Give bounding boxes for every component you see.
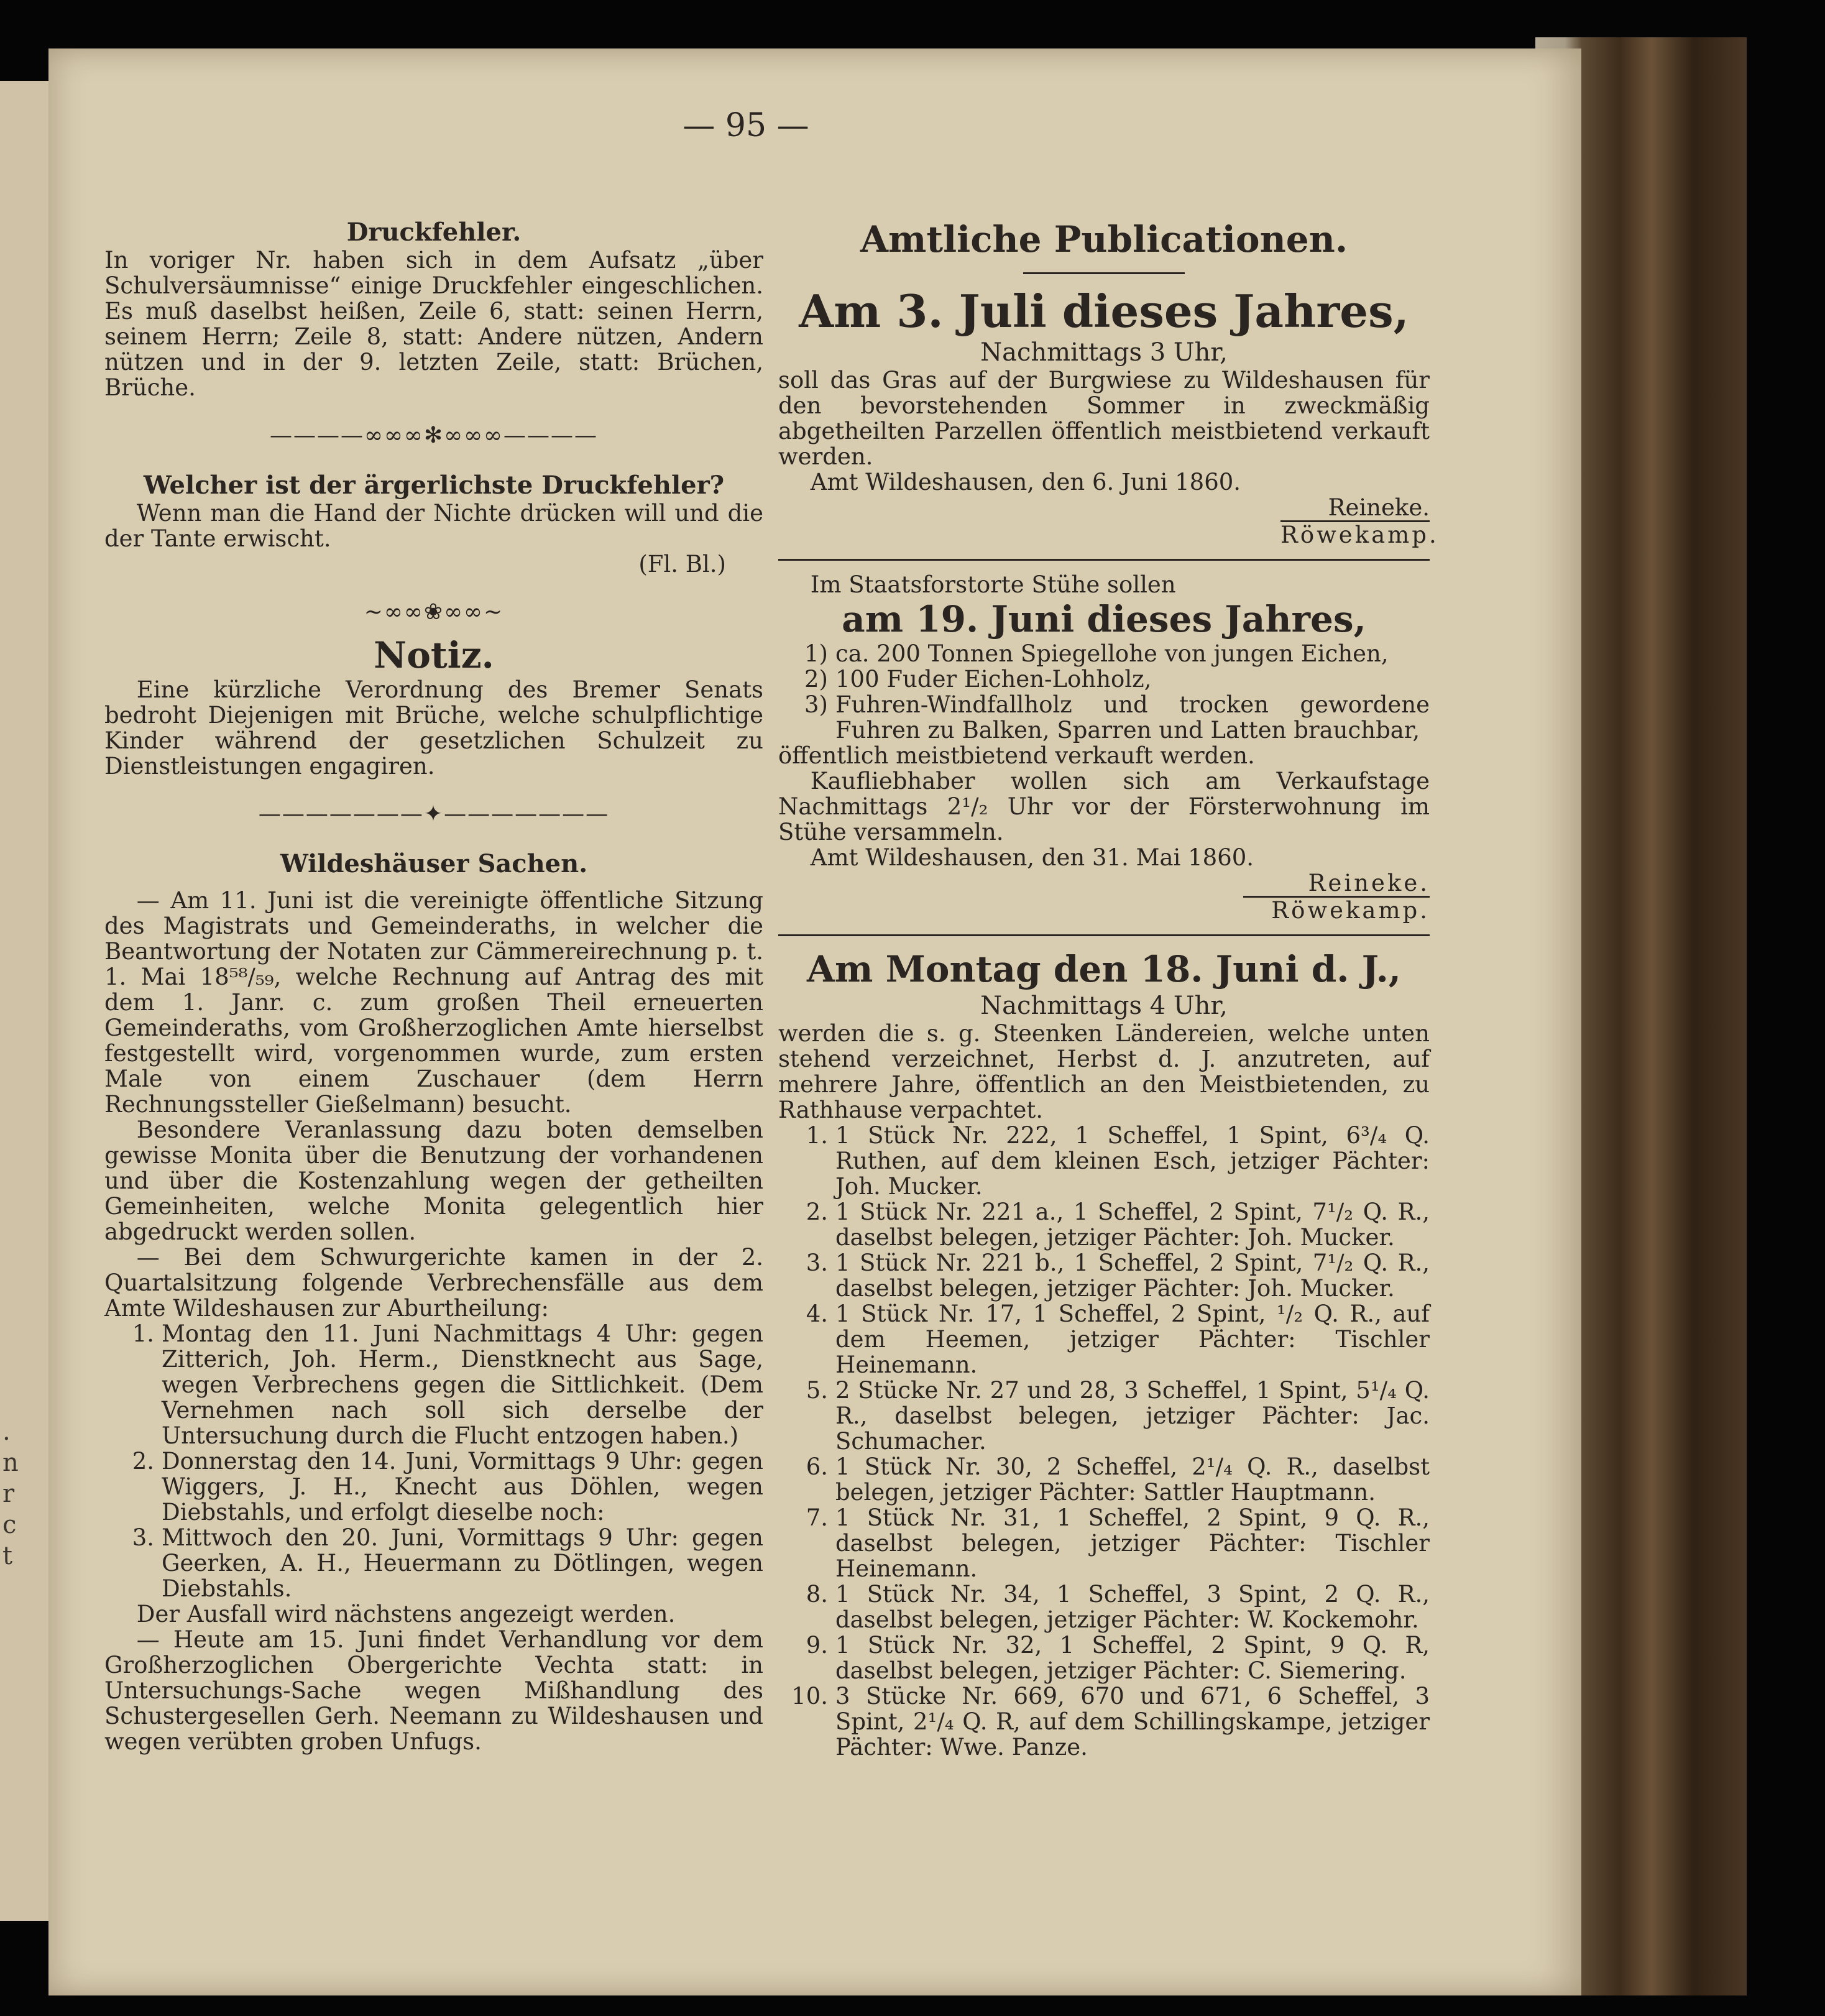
divider-rule xyxy=(778,559,1430,561)
divider-rule xyxy=(778,934,1430,936)
margin-letter: n xyxy=(2,1448,19,1477)
list-text: 1 Stück Nr. 221 b., 1 Scheffel, 2 Spint, 7¹/₂ Q. R., daselbst belegen, jetziger Pächter: Joh. Mucker. xyxy=(835,1250,1430,1302)
list-item xyxy=(104,1448,763,1525)
list-item xyxy=(778,1683,1430,1760)
amtliche-publicationen-header: Amtliche Publicationen. xyxy=(860,218,1348,260)
notice2-place-date: Amt Wildeshausen, den 31. Mai 1860. xyxy=(810,844,1254,871)
list-item xyxy=(778,1454,1430,1505)
wildeshaeuser-para-4: Der Ausfall wird nächstens angezeigt werden. xyxy=(136,1601,676,1627)
list-number: 2) xyxy=(804,666,828,693)
margin-letter: t xyxy=(2,1542,13,1570)
left-adjacent-page xyxy=(0,81,55,1921)
list-number: 6. xyxy=(806,1453,828,1480)
ornament-divider: ~∞∞❀∞∞~ xyxy=(364,599,504,625)
list-number: 2. xyxy=(806,1199,828,1225)
notice3-date-title: Am Montag den 18. Juni d. J., xyxy=(807,948,1401,990)
list-item xyxy=(778,1632,1430,1683)
left-column xyxy=(104,218,763,1754)
list-number: 1. xyxy=(806,1122,828,1149)
ornament-divider: ———————✦——————— xyxy=(258,801,610,827)
notice2-date-title: am 19. Juni dieses Jahres, xyxy=(842,598,1366,640)
list-item xyxy=(778,666,1430,692)
list-item xyxy=(778,1199,1430,1250)
list-number: 8. xyxy=(806,1581,828,1608)
list-item xyxy=(778,1378,1430,1454)
list-text: 1 Stück Nr. 17, 1 Scheffel, 2 Spint, ¹/₂ Q. R., auf dem Heemen, jetziger Pächter: Tischler Heinemann. xyxy=(835,1300,1430,1378)
list-text: 2 Stücke Nr. 27 und 28, 3 Scheffel, 1 Spint, 5¹/₄ Q. R., daselbst belegen, jetziger Pächter: Jac. Schumacher. xyxy=(835,1377,1430,1455)
margin-letter: r xyxy=(2,1480,15,1508)
list-item xyxy=(104,1525,763,1601)
notice2-intro: Im Staatsforstorte Stühe sollen xyxy=(810,571,1176,598)
list-text: Montag den 11. Juni Nachmittags 4 Uhr: gegen Zitterich, Joh. Herm., Dienstknecht aus Sage, wegen Verbrechens gegen die Sittlichkeit. (Dem Vernehmen nach soll sich derselbe der Untersuchung durch die Flucht entzogen haben.) xyxy=(162,1320,763,1449)
section-title-aergerlichste: Welcher ist der ärgerlichste Druckfehler? xyxy=(143,471,725,500)
list-text: 3 Stücke Nr. 669, 670 und 671, 6 Scheffel, 3 Spint, 2¹/₄ Q. R, auf dem Schillingskampe, jetziger Pächter: Wwe. Panze. xyxy=(835,1683,1430,1761)
notice2-signature-2: Röwekamp. xyxy=(1243,896,1430,923)
list-item xyxy=(778,1250,1430,1301)
page-number: — 95 — xyxy=(683,107,809,144)
list-number: 9. xyxy=(806,1632,828,1659)
list-text: Donnerstag den 14. Juni, Vormittags 9 Uhr: gegen Wiggers, J. H., Knecht aus Döhlen, wegen Diebstahls, und erfolgt dieselbe noch: xyxy=(162,1448,763,1526)
list-number: 3. xyxy=(806,1250,828,1276)
section-title-wildeshaeuser: Wildeshäuser Sachen. xyxy=(280,849,588,878)
list-number: 3) xyxy=(804,691,828,718)
list-text: ca. 200 Tonnen Spiegellohe von jungen Eichen, xyxy=(835,640,1389,667)
list-text: 1 Stück Nr. 34, 1 Scheffel, 3 Spint, 2 Q. R., daselbst belegen, jetziger Pächter: W. Kockemohr. xyxy=(835,1581,1430,1633)
list-text: 1 Stück Nr. 30, 2 Scheffel, 2¹/₄ Q. R., daselbst belegen, jetziger Pächter: Sattler Hauptmann. xyxy=(835,1453,1430,1506)
notice1-text: soll das Gras auf der Burgwiese zu Wildeshausen für den bevorstehenden Sommer in zweckmäßig abgetheilten Parzellen öffentlich meistbietend verkauft werden. xyxy=(778,367,1430,470)
right-column xyxy=(778,218,1439,1761)
list-item xyxy=(104,1321,763,1448)
wildeshaeuser-para-1: — Am 11. Juni ist die vereinigte öffentliche Sitzung des Magistrats und Gemeinderaths, in welcher die Beantwortung der Notaten zur Cämmereirechnung p. t. 1. Mai 18⁵⁸/₅₉, welche Rechnung auf Antrag des mit dem 1. Janr. c. zum großen Theil erneuerten Gemeinderaths, vom Großherzoglichen Amte hierselbst festgestellt wird, vorgenommen wurde, zum ersten Male von einem Zuschauer (dem Herrn Rechnungssteller Gießelmann) besucht. xyxy=(104,887,763,1118)
notice3-time: Nachmittags 4 Uhr, xyxy=(980,992,1228,1020)
section-title-druckfehler: Druckfehler. xyxy=(346,218,522,247)
wildeshaeuser-para-2: Besondere Veranlassung dazu boten demselben gewisse Monita über die Benutzung der vorhandenen und über die Kostenzahlung wegen der getheilten Gemeinheiten, welche Monita gelegentlich hier abgedruckt werden sollen. xyxy=(104,1116,763,1245)
list-text: Fuhren-Windfallholz und trocken gewordene Fuhren zu Balken, Sparren und Latten brauchbar, xyxy=(835,691,1430,743)
wildeshaeuser-para-5: — Heute am 15. Juni findet Verhandlung vor dem Großherzoglichen Obergerichte Vechta statt: in Untersuchungs-Sache wegen Mißhandlung des Schustergesellen Gerh. Neemann zu Wildeshausen und wegen verübten groben Unfugs. xyxy=(104,1626,763,1755)
aergerlichste-text: Wenn man die Hand der Nichte drücken will und die der Tante erwischt. xyxy=(104,500,763,552)
list-number: 5. xyxy=(806,1377,828,1404)
list-text: 1 Stück Nr. 32, 1 Scheffel, 2 Spint, 9 Q. R, daselbst belegen, jetziger Pächter: C. Siemering. xyxy=(835,1632,1430,1684)
notice1-place-date: Amt Wildeshausen, den 6. Juni 1860. xyxy=(810,469,1241,495)
list-item xyxy=(778,1301,1430,1378)
list-item xyxy=(778,1505,1430,1581)
list-text: 1 Stück Nr. 31, 1 Scheffel, 2 Spint, 9 Q. R., daselbst belegen, jetziger Pächter: Tischler Heinemann. xyxy=(835,1504,1430,1582)
list-item xyxy=(778,1581,1430,1632)
notiz-text: Eine kürzliche Verordnung des Bremer Senats bedroht Diejenigen mit Brüche, welche schulpflichtige Kinder während der gesetzlichen Schulzeit zu Dienstleistungen engagiren. xyxy=(104,676,763,780)
divider-rule xyxy=(1023,272,1185,274)
list-number: 4. xyxy=(806,1300,828,1327)
list-number: 7. xyxy=(806,1504,828,1531)
notice2-text-2: Kaufliebhaber wollen sich am Verkaufstage Nachmittags 2¹/₂ Uhr vor der Försterwohnung im Stühe versammeln. xyxy=(778,768,1430,845)
notice1-signature-2: Röwekamp. xyxy=(1280,522,1439,548)
list-text: 100 Fuder Eichen-Lohholz, xyxy=(835,666,1152,693)
margin-letter: . xyxy=(2,1417,11,1446)
notice1-date-title: Am 3. Juli dieses Jahres, xyxy=(799,285,1409,338)
ornament-divider: ————∞∞∞✻∞∞∞———— xyxy=(269,423,599,448)
notice2-text-1: öffentlich meistbietend verkauft werden. xyxy=(778,742,1255,769)
list-number: 1. xyxy=(132,1320,154,1347)
section-title-notiz: Notiz. xyxy=(374,634,494,676)
margin-letter: c xyxy=(2,1511,17,1539)
list-number: 1) xyxy=(804,640,828,667)
list-text: Mittwoch den 20. Juni, Vormittags 9 Uhr: gegen Geerken, A. H., Heuermann zu Dötlingen, wegen Diebstahls. xyxy=(162,1524,763,1602)
list-number: 3. xyxy=(132,1524,154,1551)
notice2-signature-1: Reineke. xyxy=(1308,870,1430,896)
list-text: 1 Stück Nr. 222, 1 Scheffel, 1 Spint, 6³/₄ Q. Ruthen, auf dem kleinen Esch, jetziger Pächter: Joh. Mucker. xyxy=(835,1122,1430,1200)
notice1-signature-1: Reineke. xyxy=(1328,494,1430,521)
list-item xyxy=(778,692,1430,743)
notice1-time: Nachmittags 3 Uhr, xyxy=(980,338,1228,367)
druckfehler-text: In voriger Nr. haben sich in dem Aufsatz „über Schulversäumnisse“ einige Druckfehler eingeschlichen. Es muß daselbst heißen, Zeile 6, statt: seinen Herrn, seinem Herrn; Zeile 8, statt: Andere nützen, Andern nützen und in der 9. letzten Zeile, statt: Brüchen, Brüche. xyxy=(104,247,763,401)
list-item xyxy=(778,1123,1430,1199)
list-item xyxy=(778,641,1430,666)
list-text: 1 Stück Nr. 221 a., 1 Scheffel, 2 Spint, 7¹/₂ Q. R., daselbst belegen, jetziger Pächter: Joh. Mucker. xyxy=(835,1199,1430,1251)
source-note: (Fl. Bl.) xyxy=(638,551,726,578)
notice3-text: werden die s. g. Steenken Ländereien, welche unten stehend verzeichnet, Herbst d. J. anzutreten, auf mehrere Jahre, öffentlich an den Meistbietenden, zu Rathhause verpachtet. xyxy=(778,1020,1430,1123)
wildeshaeuser-para-3: — Bei dem Schwurgerichte kamen in der 2. Quartalsitzung folgende Verbrechensfälle aus dem Amte Wildeshausen zur Aburtheilung: xyxy=(104,1244,763,1322)
list-number: 10. xyxy=(791,1683,828,1710)
list-number: 2. xyxy=(132,1448,154,1475)
